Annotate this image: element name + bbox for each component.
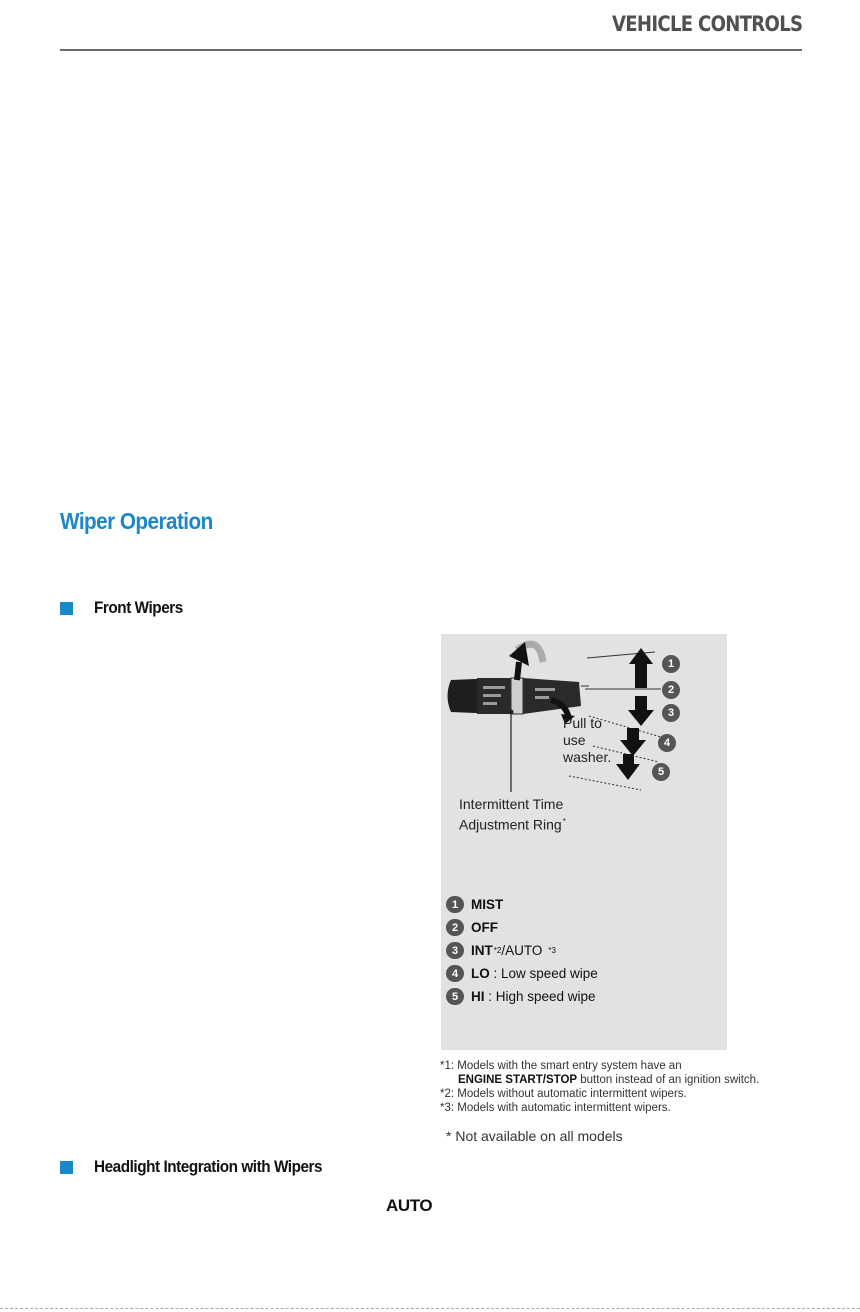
footnote-bold: ENGINE START/STOP — [458, 1074, 578, 1086]
legend-number: 2 — [446, 919, 464, 936]
legend-desc: /AUTO — [501, 943, 543, 958]
legend-item — [446, 893, 598, 916]
down-arrow-2-icon — [620, 728, 646, 756]
legend-item — [446, 962, 598, 985]
washer-label-line: use — [563, 732, 586, 748]
washer-label — [563, 715, 611, 766]
bullet-square-icon — [60, 602, 73, 615]
legend-desc: : Low speed wipe — [489, 966, 598, 981]
footnote-line: *1: Models with the smart entry system have an — [440, 1060, 682, 1072]
legend-code: OFF — [471, 920, 498, 935]
header-title: VEHICLE CONTROLS — [611, 12, 802, 36]
washer-label-line: Pull to — [563, 715, 602, 731]
legend-superscript: *3 — [548, 946, 556, 955]
rotate-ring-arrow-icon — [509, 642, 543, 680]
footnote-line: *2: Models without automatic intermittent wipers. — [440, 1088, 687, 1100]
legend-code: LO — [471, 966, 490, 981]
callout-number-5: 5 — [657, 766, 665, 778]
callout-number-3: 3 — [667, 707, 675, 719]
down-arrow-icon — [628, 696, 654, 726]
position-legend — [446, 893, 598, 1008]
headlight-heading-text: Headlight Integration with Wipers — [94, 1157, 323, 1176]
callout-number-1: 1 — [667, 658, 675, 670]
washer-label-line: washer. — [563, 749, 612, 765]
legend-code: INT — [471, 943, 493, 958]
legend-number: 4 — [446, 965, 464, 982]
down-arrow-3-icon — [616, 754, 640, 780]
legend-item — [446, 939, 598, 962]
ring-label-line: Intermittent Time — [459, 796, 564, 812]
footnote-line — [440, 1073, 759, 1087]
auto-setting-label: AUTO — [386, 1196, 433, 1215]
legend-item — [446, 985, 598, 1008]
callout-number-2: 2 — [667, 684, 675, 696]
footnote-rest: button instead of an ignition switch. — [577, 1074, 760, 1086]
legend-desc: : High speed wipe — [484, 989, 596, 1004]
legend-number: 1 — [446, 896, 464, 913]
footnotes — [440, 1059, 759, 1115]
front-wipers-heading — [60, 598, 193, 618]
ring-label — [459, 796, 566, 834]
section-title: Wiper Operation — [60, 508, 213, 534]
wiper-lever-figure — [441, 634, 727, 1050]
page-bottom-edge — [0, 1308, 860, 1309]
legend-item — [446, 916, 598, 939]
footnote-line: *3: Models with automatic intermittent wipers. — [440, 1102, 671, 1114]
front-wipers-heading-text: Front Wipers — [94, 598, 183, 617]
legend-superscript: *2 — [493, 946, 502, 955]
legend-code: MIST — [471, 897, 504, 912]
ring-label-line: Adjustment Ring — [459, 816, 562, 833]
bullet-square-icon — [60, 1161, 73, 1174]
header-divider — [60, 49, 802, 51]
ring-label-mark: * — [562, 817, 566, 826]
availability-note: * Not available on all models — [446, 1128, 623, 1144]
legend-number: 3 — [446, 942, 464, 959]
callout-number-4: 4 — [663, 737, 671, 749]
legend-number: 5 — [446, 988, 464, 1005]
legend-code: HI — [471, 989, 485, 1004]
headlight-heading — [60, 1157, 347, 1177]
